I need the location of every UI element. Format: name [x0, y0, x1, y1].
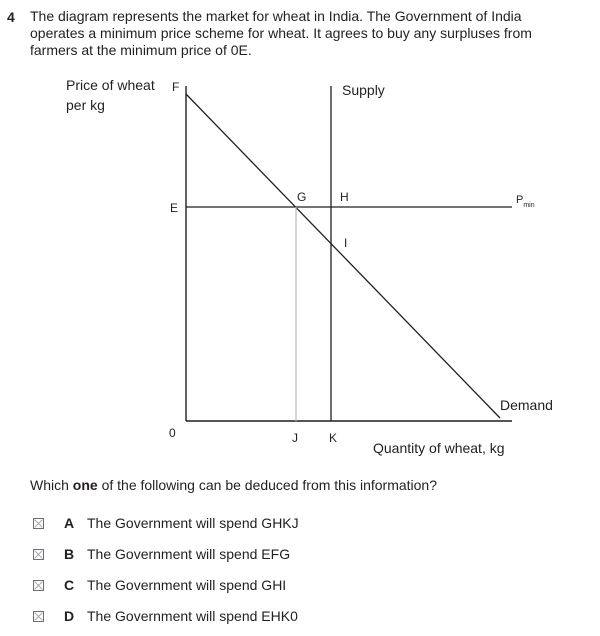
prompt-before: Which — [30, 477, 73, 493]
pmin-label-main: P — [516, 194, 524, 206]
option-d[interactable] — [33, 607, 298, 625]
option-d-checkbox[interactable] — [33, 611, 44, 622]
point-f-label: F — [172, 80, 180, 94]
point-e-label: E — [170, 201, 179, 215]
point-g-label: G — [297, 190, 307, 204]
prompt-emphasis: one — [72, 477, 98, 493]
y-axis-label-line2: per kg — [66, 97, 105, 113]
option-c-text: The Government will spend GHI — [87, 577, 287, 593]
demand-line — [186, 94, 500, 418]
y-axis-label-line1: Price of wheat — [66, 77, 155, 93]
origin-label: 0 — [169, 426, 176, 440]
option-d-letter: D — [64, 608, 75, 624]
demand-label: Demand — [500, 397, 553, 413]
option-a-checkbox[interactable] — [33, 518, 44, 529]
question-number: 4 — [7, 9, 15, 25]
option-b-checkbox[interactable] — [33, 549, 44, 560]
option-b-text: The Government will spend EFG — [87, 546, 291, 562]
option-a-letter: A — [64, 515, 75, 531]
point-k-label: K — [329, 431, 338, 445]
question-line-1: The diagram represents the market for wheat in India. The Government of India — [30, 8, 522, 24]
option-d-text: The Government will spend EHK0 — [87, 608, 298, 624]
option-c[interactable] — [33, 576, 286, 594]
option-a-text: The Government will spend GHKJ — [87, 515, 299, 531]
question-line-2: operates a minimum price scheme for wheat. It agrees to buy any surpluses from — [30, 25, 532, 41]
option-b-letter: B — [64, 546, 75, 562]
question-prompt — [30, 477, 437, 493]
option-c-checkbox[interactable] — [33, 580, 44, 591]
point-i-label: I — [344, 236, 348, 250]
prompt-after: of the following can be deduced from this information? — [97, 477, 437, 493]
option-a[interactable] — [33, 514, 299, 532]
pmin-label-sub: min — [523, 202, 535, 209]
pmin-label — [516, 194, 535, 209]
x-axis-label: Quantity of wheat, kg — [373, 440, 505, 456]
point-h-label: H — [340, 190, 349, 204]
question-line-3: farmers at the minimum price of 0E. — [30, 42, 252, 58]
supply-label: Supply — [342, 82, 385, 98]
point-j-label: J — [292, 431, 298, 445]
option-c-letter: C — [64, 577, 75, 593]
option-b[interactable] — [33, 545, 290, 563]
